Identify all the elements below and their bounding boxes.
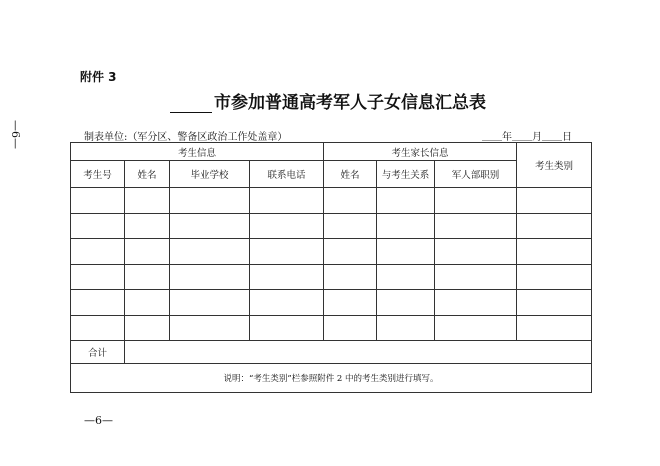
table-cell[interactable] [377,188,435,214]
table-cell[interactable] [377,264,435,290]
table-cell[interactable] [71,213,125,239]
table-cell[interactable] [324,213,377,239]
col-parent-name: 姓名 [324,161,377,188]
total-cell[interactable] [125,341,592,364]
table-cell[interactable] [517,188,592,214]
note-row [71,364,592,393]
table-cell[interactable] [517,264,592,290]
table-cell[interactable] [435,188,517,214]
table-cell[interactable] [71,188,125,214]
table-cell[interactable] [125,239,170,265]
table-cell[interactable] [377,290,435,316]
table-cell[interactable] [71,239,125,265]
page-title [170,88,486,113]
col-military-position: 军人部职别 [435,161,517,188]
table-cell[interactable] [324,315,377,341]
table-row [71,315,592,341]
table-cell[interactable] [250,290,324,316]
table-cell[interactable] [250,239,324,265]
col-candidate-number: 考生号 [71,161,125,188]
table-cell[interactable] [377,213,435,239]
table-cell[interactable] [71,315,125,341]
table-cell[interactable] [71,264,125,290]
table-cell[interactable] [435,264,517,290]
table-cell[interactable] [250,188,324,214]
table-cell[interactable] [324,290,377,316]
group-header-row [71,143,592,161]
table-cell[interactable] [377,239,435,265]
table-cell[interactable] [250,264,324,290]
table-cell[interactable] [517,213,592,239]
table-row [71,188,592,214]
table-cell[interactable] [170,188,250,214]
table-cell[interactable] [435,290,517,316]
table-cell[interactable] [170,315,250,341]
table-cell[interactable] [250,213,324,239]
candidate-info-header: 考生信息 [71,143,324,161]
category-header: 考生类别 [517,143,592,188]
title-text: 市参加普通高考军人子女信息汇总表 [214,93,486,113]
table-cell[interactable] [517,315,592,341]
table-cell[interactable] [170,213,250,239]
attachment-label: 附件 3 [80,70,117,84]
column-header-row [71,161,592,188]
table-cell[interactable] [71,290,125,316]
col-candidate-name: 姓名 [125,161,170,188]
page-number: —6— [84,414,113,427]
total-row [71,341,592,364]
table-cell[interactable] [517,290,592,316]
table-cell[interactable] [170,264,250,290]
table-cell[interactable] [125,290,170,316]
table-row [71,264,592,290]
table-cell[interactable] [324,239,377,265]
issuing-unit: 制表单位:（军分区、警备区政治工作处盖章） [84,132,288,143]
data-rows [71,188,592,341]
parent-info-header: 考生家长信息 [324,143,517,161]
total-label: 合计 [71,341,125,364]
date-label: ＿＿年＿＿月＿＿日 [482,132,572,143]
col-relation: 与考生关系 [377,161,435,188]
table-row [71,290,592,316]
table-cell[interactable] [125,264,170,290]
table-cell[interactable] [435,213,517,239]
table-cell[interactable] [125,213,170,239]
table-cell[interactable] [170,290,250,316]
col-phone: 联系电话 [250,161,324,188]
table-cell[interactable] [324,264,377,290]
table-row [71,213,592,239]
table-cell[interactable] [250,315,324,341]
side-page-number: —6— [9,120,22,149]
table-cell[interactable] [517,239,592,265]
table-row [71,239,592,265]
summary-table [70,142,592,393]
city-blank-line [170,96,212,113]
table-cell[interactable] [324,188,377,214]
table-cell[interactable] [435,239,517,265]
table-cell[interactable] [377,315,435,341]
col-school: 毕业学校 [170,161,250,188]
table-cell[interactable] [170,239,250,265]
note-text: 说明：“考生类别”栏参照附件 2 中的考生类别进行填写。 [71,364,592,393]
table-cell[interactable] [125,188,170,214]
table-cell[interactable] [125,315,170,341]
table-cell[interactable] [435,315,517,341]
